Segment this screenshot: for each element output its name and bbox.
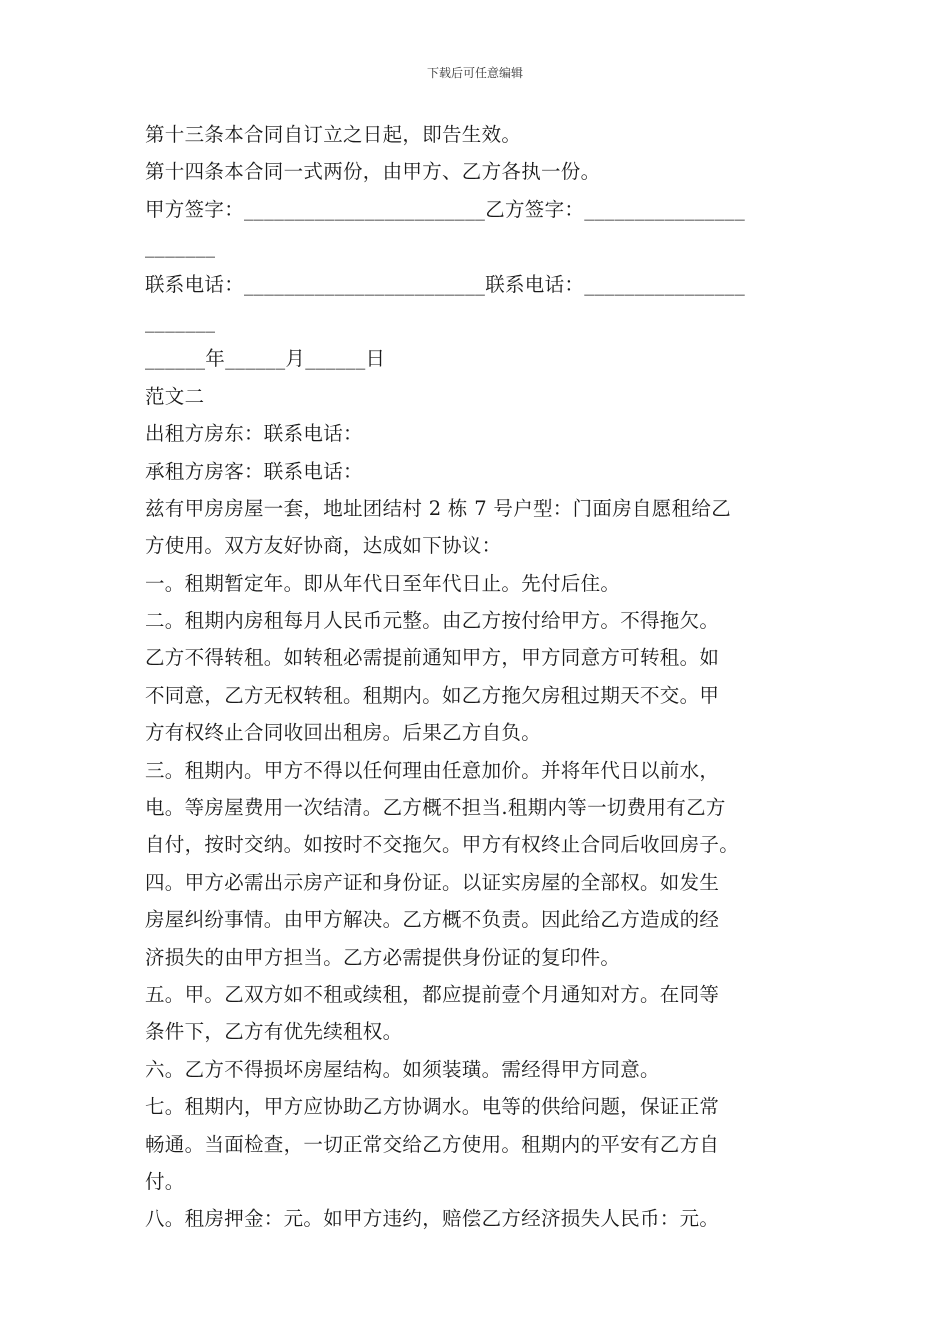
text-line: _______ (145, 235, 216, 259)
text-line: 三。租期内。甲方不得以任何理由任意加价。并将年代日以前水， (145, 758, 720, 782)
text-line: 五。甲。乙双方如不租或续租，都应提前壹个月通知对方。在同等 (145, 982, 720, 1006)
text-line: 范文二 (145, 384, 205, 408)
document-body (145, 116, 810, 1238)
text-line: 甲方签字：________________________乙方签字：________________ (145, 197, 745, 221)
text-line: 条件下，乙方有优先续租权。 (145, 1020, 403, 1044)
text-line: 兹有甲房房屋一套，地址团结村 2 栋 7 号户型：门面房自愿租给乙 (145, 496, 732, 520)
text-line: 出租方房东：联系电话： (145, 422, 363, 446)
text-line: ______年______月______日 (145, 347, 386, 371)
text-line: 四。甲方必需出示房产证和身份证。以证实房屋的全部权。如发生 (145, 870, 720, 894)
text-line: 房屋纠纷事情。由甲方解决。乙方概不负责。因此给乙方造成的经 (145, 908, 720, 932)
text-line: 方使用。双方友好协商，达成如下协议： (145, 534, 502, 558)
text-line: 七。租期内，甲方应协助乙方协调水。电等的供给问题，保证正常 (145, 1095, 720, 1119)
text-line: 付。 (145, 1169, 185, 1193)
text-line: 第十三条本合同自订立之日起，即告生效。 (145, 123, 522, 146)
text-line: 联系电话：________________________联系电话：________________ (145, 272, 745, 296)
text-line: 第十四条本合同一式两份，由甲方、乙方各执一份。 (145, 160, 601, 184)
text-line: 电。等房屋费用一次结清。乙方概不担当.租期内等一切费用有乙方 (145, 796, 726, 820)
text-line: 方有权终止合同收回出租房。后果乙方自负。 (145, 721, 542, 745)
text-line: 济损失的由甲方担当。乙方必需提供身份证的复印件。 (145, 945, 621, 969)
text-line: 不同意，乙方无权转租。租期内。如乙方拖欠房租过期天不交。甲 (145, 683, 720, 707)
text-line: 乙方不得转租。如转租必需提前通知甲方，甲方同意方可转租。如 (145, 646, 720, 670)
text-line: 畅通。当面检查，一切正常交给乙方使用。租期内的平安有乙方自 (145, 1132, 720, 1156)
text-line: 自付，按时交纳。如按时不交拖欠。甲方有权终止合同后收回房子。 (145, 833, 740, 857)
text-line: 一。租期暂定年。即从年代日至年代日止。先付后住。 (145, 571, 621, 595)
page-header: 下载后可任意编辑 (426, 66, 523, 80)
text-line: 八。租房押金：元。如甲方违约，赔偿乙方经济损失人民币：元。 (145, 1207, 720, 1231)
text-line: _______ (145, 309, 216, 333)
text-line: 六。乙方不得损坏房屋结构。如须装璜。需经得甲方同意。 (145, 1057, 660, 1081)
text-line: 承租方房客：联系电话： (145, 459, 363, 483)
text-line: 二。租期内房租每月人民币元整。由乙方按付给甲方。不得拖欠。 (145, 609, 720, 633)
